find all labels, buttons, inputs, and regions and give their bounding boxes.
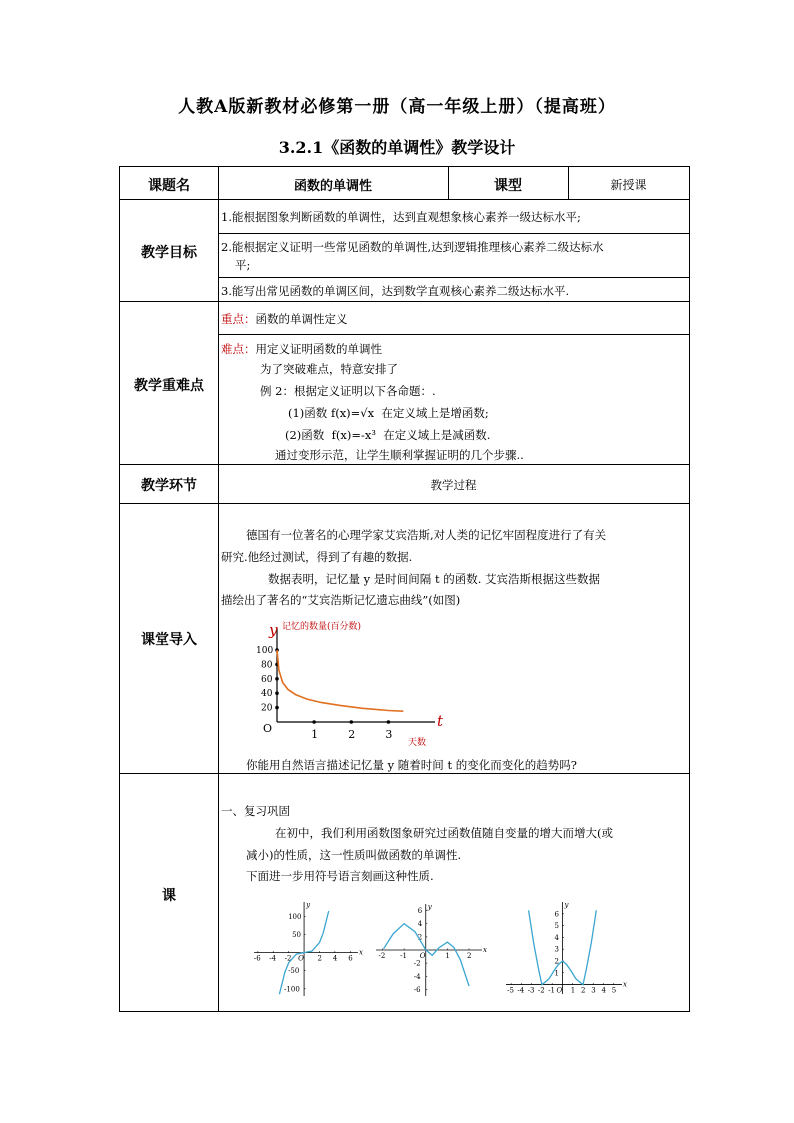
- x-tick-label: 2: [467, 952, 472, 960]
- objective-2: 2.能根据定义证明一些常见函数的单调性,达到逻辑推理核心素养二级达标水: [221, 240, 604, 254]
- y-tick-label: 2: [554, 957, 559, 966]
- key-point: [221, 311, 348, 327]
- x-tick-label: -6: [253, 954, 261, 963]
- lesson-title: 3.2.1《函数的单调性》教学设计: [278, 138, 516, 157]
- y-tick-label: 100: [288, 912, 302, 921]
- lesson-p1a: 在初中，我们利用函数图象研究过函数值随自变量的增大而增大(或: [275, 826, 613, 840]
- intro-p2a: 数据表明，记忆量 y 是时间间隔 t 的函数. 艾宾浩斯根据这些数据: [268, 572, 601, 586]
- origin-label: O: [419, 952, 426, 960]
- y-tick-label: 40: [261, 689, 273, 700]
- function-curve: [384, 924, 472, 986]
- intro-p1b: 研究.他经过测试，得到了有趣的数据.: [221, 550, 413, 564]
- y-tick-label: 100: [256, 646, 274, 656]
- keypoint-line-5: 通过变形示范，让学生顺利掌握证明的几个步骤..: [275, 448, 524, 462]
- y-axis-symbol: y: [564, 901, 569, 909]
- topic-value: 函数的单调性: [293, 179, 372, 194]
- x-tick-label: 6: [348, 954, 353, 963]
- y-tick-label: -6: [413, 985, 421, 994]
- y-tick-label: 60: [261, 674, 273, 685]
- keypoint-line-2: 例 2：根据定义证明以下各命题：.: [260, 384, 436, 398]
- x-tick-label: -4: [517, 986, 525, 995]
- row-label-keypoints: 教学重难点: [134, 378, 204, 394]
- objective-2-cont: 平;: [235, 258, 251, 272]
- intro-p2b: 描绘出了著名的“艾宾浩斯记忆遗忘曲线”(如图): [221, 593, 461, 607]
- y-tick-label: 50: [292, 931, 301, 940]
- row-label-topic: 课题名: [148, 178, 190, 194]
- lesson-section: 一、复习巩固: [221, 804, 290, 818]
- key-prefix: 重点：: [221, 312, 256, 326]
- y-axis-label: 记忆的数量(百分数): [282, 622, 362, 632]
- x-tick-dot: [387, 720, 391, 724]
- y-tick-label: 4: [554, 933, 559, 942]
- x-tick-label: -2: [378, 952, 386, 960]
- keypoint-line-4: (2)函数 f(x)=-x³ 在定义域上是减函数.: [285, 428, 491, 442]
- x-tick-label: 4: [601, 986, 606, 995]
- x-tick-label: 2: [317, 954, 322, 963]
- y-tick-label: 3: [554, 945, 559, 954]
- x-tick-label: -2: [284, 954, 292, 963]
- y-axis-symbol: y: [306, 901, 311, 909]
- difficult-text: 用定义证明函数的单调性: [255, 342, 382, 356]
- y-tick-label: 6: [417, 907, 423, 916]
- origin-label: O: [556, 986, 563, 995]
- x-tick-label: -3: [527, 986, 535, 995]
- function-graph-wave: [370, 898, 488, 1000]
- x-axis-symbol: x: [359, 948, 363, 957]
- y-tick-label: 6: [554, 910, 559, 919]
- x-tick-label: 2: [580, 986, 586, 995]
- lesson-p1b: 减小)的性质，这一性质叫做函数的单调性.: [246, 848, 462, 862]
- y-tick-label: -4: [413, 972, 421, 981]
- intro-question: 你能用自然语言描述记忆量 y 随着时间 t 的变化而变化的趋势吗?: [246, 758, 577, 772]
- y-tick-label: -100: [284, 985, 300, 994]
- y-tick-label: 2: [417, 933, 423, 942]
- y-tick-label: 1: [554, 969, 559, 978]
- lesson-p2: 下面进一步用符号语言刻画这种性质.: [246, 869, 434, 883]
- y-tick-label: 80: [261, 660, 273, 671]
- intro-p1a: 德国有一位著名的心理学家艾宾浩斯,对人类的记忆牢固程度进行了有关: [246, 528, 607, 542]
- x-tick-label: 1: [445, 952, 450, 960]
- row-label-lesson: 课: [162, 888, 176, 904]
- objective-1: 1.能根据图象判断函数的单调性，达到直观想象核心素养一级达标水平;: [221, 210, 581, 224]
- y-axis-symbol: y: [427, 903, 432, 911]
- origin-label: O: [298, 954, 304, 963]
- y-tick-label: 5: [554, 922, 559, 931]
- x-tick-label: -2: [537, 986, 545, 995]
- keypoint-line-1: 为了突破难点，特意安排了: [260, 362, 398, 376]
- x-tick-label: 2: [348, 728, 356, 741]
- objective-3: 3.能写出常见函数的单调区间，达到数学直观核心素养二级达标水平.: [221, 284, 570, 298]
- x-axis-symbol: x: [483, 946, 487, 954]
- x-tick-label: 1: [311, 728, 319, 741]
- x-tick-label: 3: [385, 728, 393, 741]
- y-tick-dot: [275, 691, 279, 695]
- row-label-process: 教学环节: [141, 478, 197, 494]
- x-tick-label: -4: [269, 954, 277, 963]
- ebbinghaus-chart: [245, 618, 445, 753]
- origin-label: O: [263, 722, 273, 735]
- process-value: 教学过程: [430, 478, 477, 492]
- y-axis-symbol: y: [269, 621, 278, 639]
- x-tick-label: -1: [548, 986, 556, 995]
- difficult-point: [221, 341, 382, 357]
- x-tick-label: 4: [332, 954, 338, 963]
- x-tick-label: 3: [591, 986, 596, 995]
- function-graph-cubic: [250, 898, 365, 1000]
- row-label-objectives: 教学目标: [141, 245, 197, 261]
- row-label-intro: 课堂导入: [141, 632, 197, 648]
- x-tick-dot: [349, 720, 353, 724]
- y-tick-label: -2: [413, 959, 421, 968]
- key-text: 函数的单调性定义: [255, 312, 348, 326]
- x-tick-label: -5: [507, 986, 514, 995]
- x-tick-label: 1: [570, 986, 576, 995]
- difficult-prefix: 难点：: [221, 342, 256, 356]
- document-title: 人教A版新教材必修第一册（高一年级上册）（提高班）: [178, 97, 616, 117]
- forgetting-curve: [277, 650, 403, 711]
- x-axis-symbol: x: [623, 980, 627, 989]
- y-tick-label: -50: [288, 967, 300, 976]
- y-tick-label: 4: [417, 920, 423, 929]
- x-tick-label: -1: [400, 952, 407, 960]
- function-graph-w-shape: [502, 898, 630, 1000]
- x-axis-symbol: t: [437, 712, 444, 730]
- y-tick-dot: [275, 706, 279, 710]
- y-tick-label: 20: [261, 703, 273, 714]
- lesson-table: [119, 166, 690, 1012]
- keypoint-line-3: (1)函数 f(x)=√x 在定义域上是增函数;: [288, 406, 489, 420]
- type-value: 新授课: [610, 178, 647, 192]
- y-tick-dot: [275, 677, 279, 681]
- x-tick-dot: [312, 720, 316, 724]
- x-axis-label: 天数: [408, 738, 427, 748]
- x-tick-label: 5: [611, 986, 617, 995]
- type-label: 课型: [494, 178, 522, 194]
